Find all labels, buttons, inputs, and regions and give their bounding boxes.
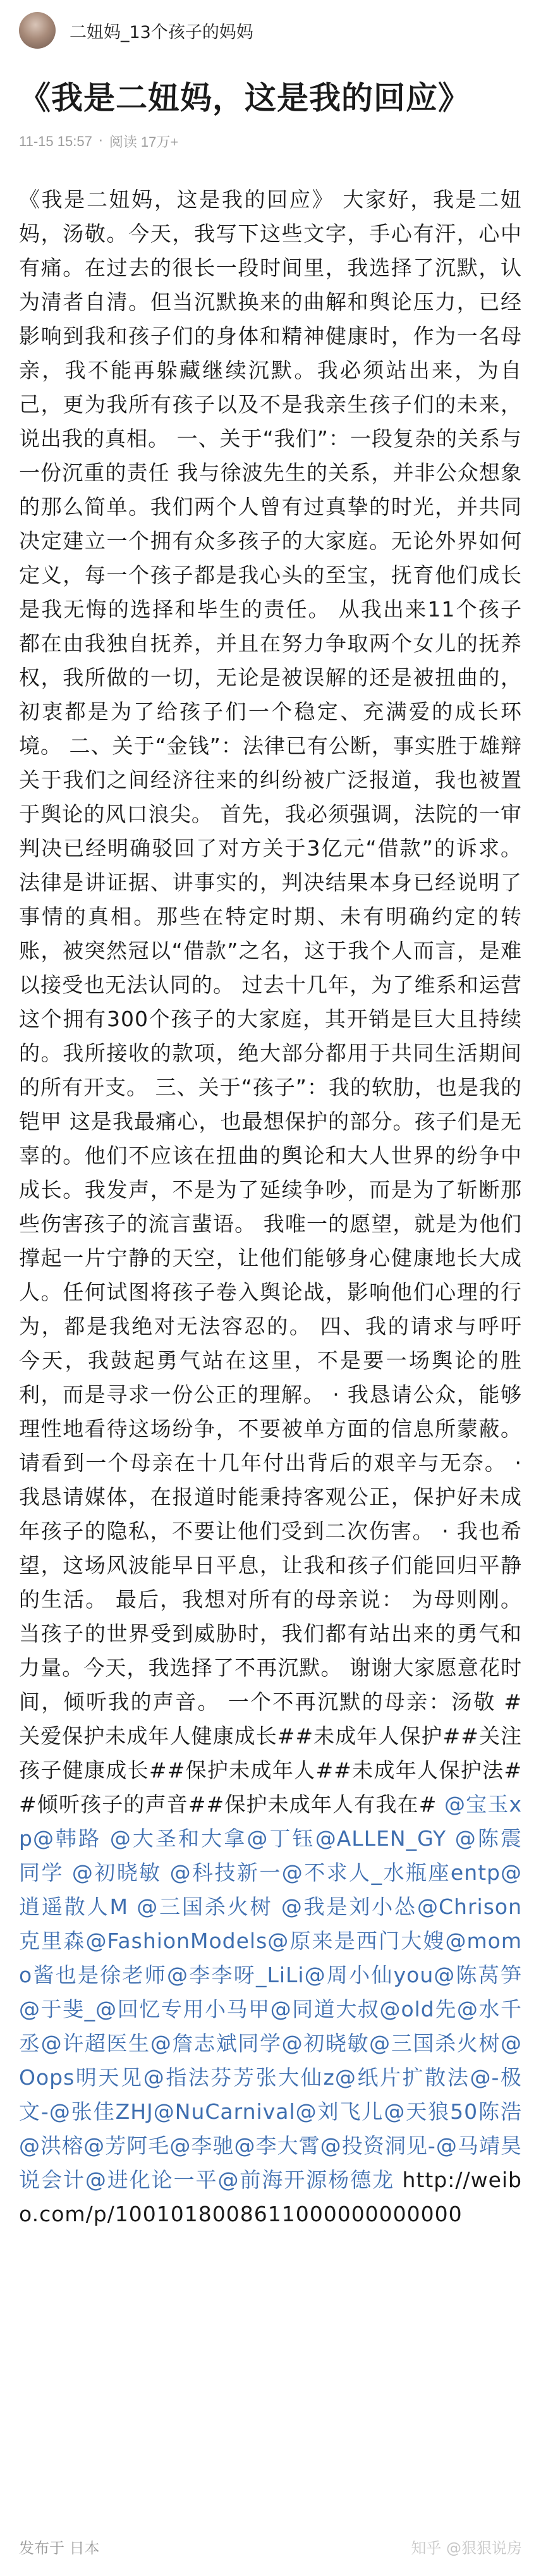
article-meta bbox=[19, 132, 522, 151]
watermark: 知乎 @狠狠说房 bbox=[411, 2539, 522, 2557]
mention-links[interactable]: @宝玉xp@韩路 @大圣和大拿@丁钰@ALLEN_GY @陈震同学 @初晓敏 @科技新一@不求人_水瓶座entp@逍遥散人M @三国杀火树 @我是刘小怂@Chrison克里森@FashionModels@原来是西门大嫂@momo酱也是徐老师@李李呀_LiLi@周小仙you@陈莴笋@于斐_@回忆专用小马甲@同道大叔@old先@水千丞@许超医生@詹志斌同学@初晓敏@三国杀火树@Oops明天见@指法芬芳张大仙z@纸片扩散法@-极文-@张佳ZHJ@NuCarnival@刘飞儿@天狼50陈浩@洪榕@芳阿毛@李驰@李大霄@投资洞见-@马靖昊说会计@进化论一平@前海开源杨德龙 bbox=[19, 1792, 523, 2192]
article-title: 《我是二妞妈，这是我的回应》 bbox=[19, 80, 470, 116]
article-footer bbox=[19, 2536, 522, 2558]
publish-location: 发布于 日本 bbox=[19, 2539, 100, 2557]
author-header bbox=[0, 0, 541, 61]
author-name[interactable]: 二妞妈_13个孩子的妈妈 bbox=[70, 22, 253, 42]
publish-time: 11-15 15:57 bbox=[19, 133, 92, 149]
article-body bbox=[19, 183, 522, 2231]
meta-separator: · bbox=[98, 133, 103, 149]
article-link[interactable]: http://weibo.com/p/1001018008611000000000000 bbox=[19, 2168, 522, 2226]
read-count: 阅读 17万+ bbox=[109, 134, 179, 150]
author-avatar[interactable] bbox=[19, 12, 56, 49]
article-body-text: 《我是二妞妈，这是我的回应》 大家好，我是二妞妈，汤敬。今天，我写下这些文字，手心有汗，心中有痛。在过去的很长一段时间里，我选择了沉默，认为清者自清。但当沉默换来的曲解和舆论压力，已经影响到我和孩子们的身体和精神健康时，作为一名母亲，我不能再躲藏继续沉默。我必须站出来，为自己，更为我所有孩子以及不是我亲生孩子们的未来，说出我的真相。 一、关于“我们”：一段复杂的关系与一份沉重的责任 我与徐波先生的关系，并非公众想象的那么简单。我们两个人曾有过真挚的时光，并共同决定建立一个拥有众多孩子的大家庭。无论外界如何定义，每一个孩子都是我心头的至宝，抚育他们成长是我无悔的选择和毕生的责任。 从我出来11个孩子都在由我独自抚养，并且在努力争取两个女儿的抚养权，我所做的一切，无论是被误解的还是被扭曲的，初衷都是为了给孩子们一个稳定、充满爱的成长环境。 二、关于“金钱”：法律已有公断，事实胜于雄辩 关于我们之间经济往来的纠纷被广泛报道，我也被置于舆论的风口浪尖。 首先，我必须强调，法院的一审判决已经明确驳回了对方关于3亿元“借款”的诉求。法律是讲证据、讲事实的，判决结果本身已经说明了事情的真相。那些在特定时期、未有明确约定的转账，被突然冠以“借款”之名，这于我个人而言，是难以接受也无法认同的。 过去十几年，为了维系和运营这个拥有300个孩子的大家庭，其开销是巨大且持续的。我所接收的款项，绝大部分都用于共同生活期间的所有开支。 三、关于“孩子”：我的软肋，也是我的铠甲 这是我最痛心，也最想保护的部分。孩子们是无辜的。他们不应该在扭曲的舆论和大人世界的纷争中成长。我发声，不是为了延续争吵，而是为了斩断那些伤害孩子的流言蜚语。 我唯一的愿望，就是为他们撑起一片宁静的天空，让他们能够身心健康地长大成人。任何试图将孩子卷入舆论战，影响他们心理的行为，都是我绝对无法容忍的。 四、我的请求与呼吁 今天，我鼓起勇气站在这里，不是要一场舆论的胜利，而是寻求一份公正的理解。 · 我恳请公众，能够理性地看待这场纷争，不要被单方面的信息所蒙蔽。请看到一个母亲在十几年付出背后的艰辛与无奈。 · 我恳请媒体，在报道时能秉持客观公正，保护好未成年孩子的隐私，不要让他们受到二次伤害。 · 我也希望，这场风波能早日平息，让我和孩子们能回归平静的生活。 最后，我想对所有的母亲说： 为母则刚。当孩子的世界受到威胁时，我们都有站出来的勇气和力量。今天，我选择了不再沉默。 谢谢大家愿意花时间，倾听我的声音。 一个不再沉默的母亲：汤敬 #关爱保护未成年人健康成长##未成年人保护##关注孩子健康成长##保护未成年人##未成年人保护法##倾听孩子的声音##保护未成年人有我在# bbox=[19, 187, 522, 1817]
